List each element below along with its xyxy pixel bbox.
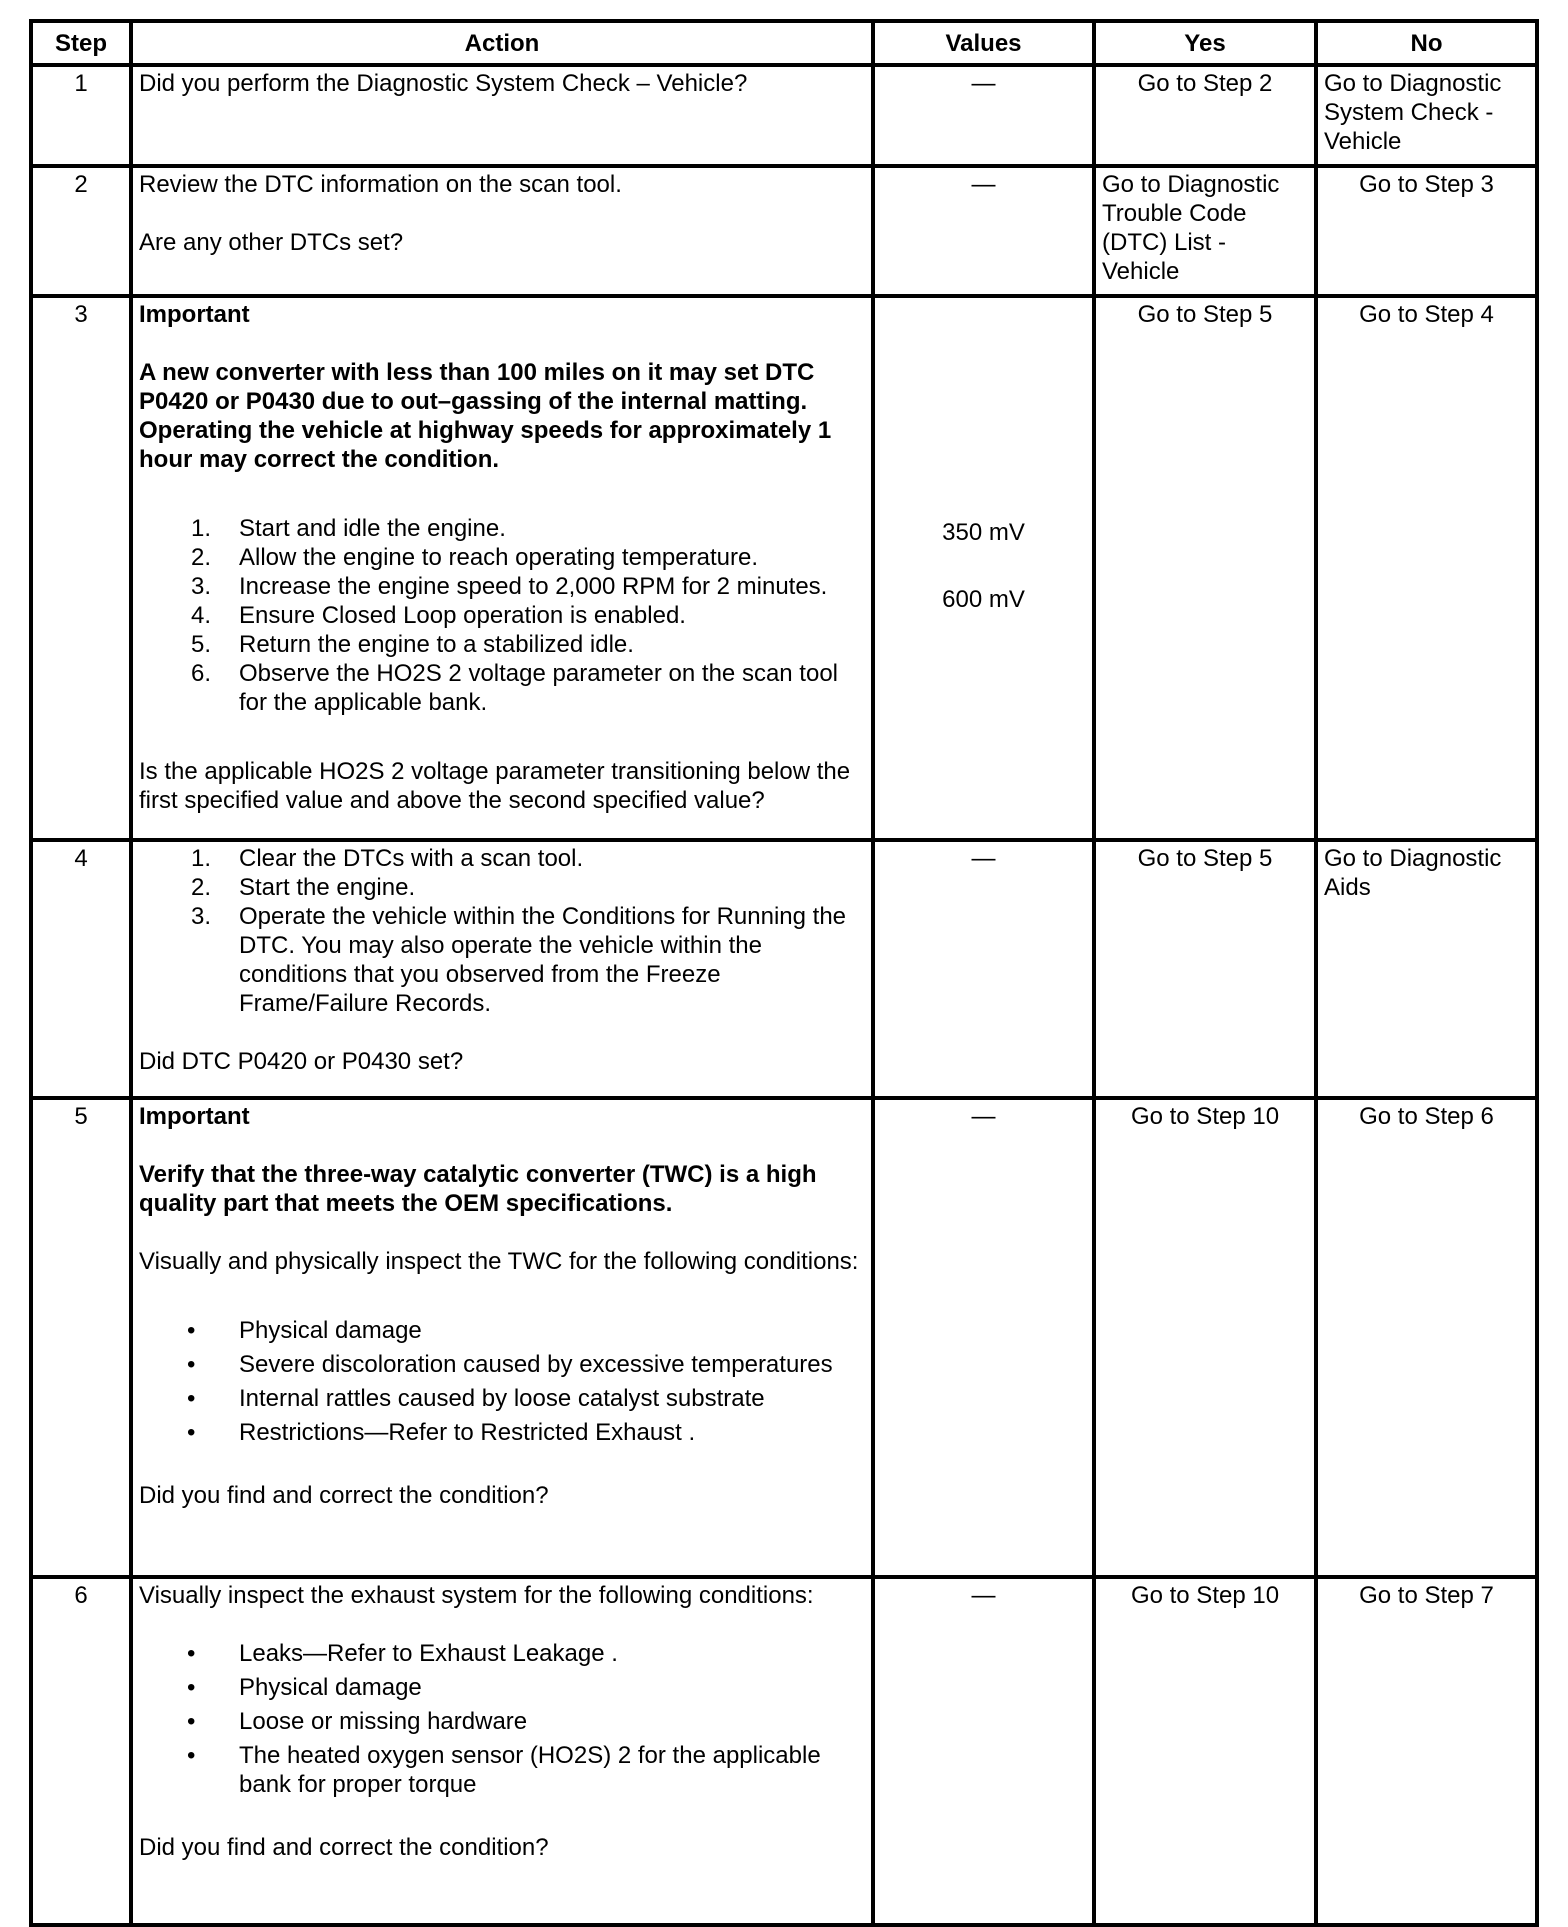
action-cell bbox=[131, 65, 873, 166]
header-action: Action bbox=[131, 21, 873, 65]
question-text: Are any other DTCs set? bbox=[139, 229, 404, 256]
instruction-text: Visually and physically inspect the TWC for the following conditions: bbox=[139, 1248, 859, 1275]
diagnostic-table bbox=[29, 19, 1539, 1927]
important-label: Important bbox=[139, 301, 250, 328]
question-text: Is the applicable HO2S 2 voltage parameter transitioning below the first specified value and above the second specified value? bbox=[139, 758, 851, 814]
list-item-text: Loose or missing hardware bbox=[239, 1708, 528, 1735]
values-cell: — bbox=[873, 65, 1094, 166]
instruction-text: Review the DTC information on the scan tool. bbox=[139, 171, 622, 198]
important-label: Important bbox=[139, 1103, 250, 1130]
step-number: 2 bbox=[31, 166, 131, 296]
condition-list bbox=[139, 1639, 865, 1799]
list-item-text: Physical damage bbox=[239, 1674, 422, 1701]
important-text: Verify that the three-way catalytic converter (TWC) is a high quality part that meets the OEM specifications. bbox=[139, 1161, 817, 1217]
list-item-text: The heated oxygen sensor (HO2S) 2 for the applicable bank for proper torque bbox=[239, 1742, 821, 1798]
values-cell: — bbox=[873, 166, 1094, 296]
values-cell: — bbox=[873, 1577, 1094, 1925]
list-item: 2. Allow the engine to reach operating temperature. bbox=[190, 544, 758, 571]
list-item-text: Physical damage bbox=[239, 1317, 422, 1344]
yes-cell: Go to Step 2 bbox=[1094, 65, 1316, 166]
table-row bbox=[31, 296, 1537, 840]
yes-cell: Go to Step 10 bbox=[1094, 1577, 1316, 1925]
list-item: • Internal rattles caused by loose catalyst substrate bbox=[187, 1385, 765, 1412]
table-row bbox=[31, 1098, 1537, 1577]
header-no: No bbox=[1316, 21, 1537, 65]
values-cell: — bbox=[873, 1098, 1094, 1577]
condition-list bbox=[139, 1316, 865, 1447]
action-cell bbox=[131, 1577, 873, 1925]
list-item: 3. Operate the vehicle within the Conditions for Running the DTC. You may also operate the vehicle within the conditions that you observed from the Freeze Frame/Failure Records. bbox=[190, 903, 847, 1017]
step-number: 6 bbox=[31, 1577, 131, 1925]
header-row bbox=[31, 21, 1537, 65]
header-values: Values bbox=[873, 21, 1094, 65]
step-number: 5 bbox=[31, 1098, 131, 1577]
list-item-text: Ensure Closed Loop operation is enabled. bbox=[239, 602, 686, 629]
yes-cell: Go to Step 5 bbox=[1094, 840, 1316, 1098]
no-cell bbox=[1316, 65, 1537, 166]
list-item: • Restrictions—Refer to Restricted Exhaust . bbox=[187, 1419, 696, 1446]
values-cell bbox=[873, 296, 1094, 840]
list-item: 2. Start the engine. bbox=[190, 874, 416, 901]
list-item-text: Severe discoloration caused by excessive temperatures bbox=[239, 1351, 833, 1378]
question-text: Did you perform the Diagnostic System Check – Vehicle? bbox=[139, 70, 748, 97]
list-item-text: Observe the HO2S 2 voltage parameter on the scan tool for the applicable bank. bbox=[239, 660, 839, 716]
important-text: A new converter with less than 100 miles on it may set DTC P0420 or P0430 due to out–gassing of the internal matting. Operating the vehicle at highway speeds for approximately 1 hour may correct the condition. bbox=[139, 359, 832, 473]
no-cell: Go to Step 4 bbox=[1316, 296, 1537, 840]
list-item: 3. Increase the engine speed to 2,000 RPM for 2 minutes. bbox=[190, 573, 828, 600]
list-item-text: Increase the engine speed to 2,000 RPM for 2 minutes. bbox=[239, 573, 828, 600]
step-number: 4 bbox=[31, 840, 131, 1098]
list-item-text: Internal rattles caused by loose catalyst substrate bbox=[239, 1385, 765, 1412]
table-row bbox=[31, 840, 1537, 1098]
no-cell: Go to Diagnostic Aids bbox=[1316, 840, 1537, 1098]
list-item: • The heated oxygen sensor (HO2S) 2 for the applicable bank for proper torque bbox=[187, 1742, 821, 1798]
values-cell: — bbox=[873, 840, 1094, 1098]
list-item: • Loose or missing hardware bbox=[187, 1708, 528, 1735]
procedure-list bbox=[139, 514, 865, 717]
no-cell: Go to Step 6 bbox=[1316, 1098, 1537, 1577]
no-cell: Go to Step 7 bbox=[1316, 1577, 1537, 1925]
step-number: 1 bbox=[31, 65, 131, 166]
list-item-text: Allow the engine to reach operating temperature. bbox=[239, 544, 758, 571]
no-cell: Go to Step 3 bbox=[1316, 166, 1537, 296]
procedure-list bbox=[139, 844, 865, 1018]
list-item: 1. Clear the DTCs with a scan tool. bbox=[190, 845, 584, 872]
question-text: Did DTC P0420 or P0430 set? bbox=[139, 1048, 464, 1075]
yes-link-text: Go to Diagnostic Trouble Code (DTC) List - Vehicle bbox=[1102, 171, 1280, 285]
question-text: Did you find and correct the condition? bbox=[139, 1834, 549, 1861]
value-high: 600 mV bbox=[942, 586, 1025, 613]
list-item-text: Restrictions—Refer to Restricted Exhaust . bbox=[239, 1419, 696, 1446]
header-step: Step bbox=[31, 21, 131, 65]
list-item: • Physical damage bbox=[187, 1317, 422, 1344]
list-item-text: Clear the DTCs with a scan tool. bbox=[239, 845, 584, 872]
action-cell bbox=[131, 296, 873, 840]
table-row bbox=[31, 166, 1537, 296]
action-cell bbox=[131, 840, 873, 1098]
table-row bbox=[31, 1577, 1537, 1925]
list-item-text: Leaks—Refer to Exhaust Leakage . bbox=[239, 1640, 618, 1667]
list-item: • Leaks—Refer to Exhaust Leakage . bbox=[187, 1640, 618, 1667]
list-item: 4. Ensure Closed Loop operation is enabled. bbox=[190, 602, 686, 629]
yes-cell: Go to Step 10 bbox=[1094, 1098, 1316, 1577]
list-item: 1. Start and idle the engine. bbox=[190, 515, 506, 542]
list-item: • Severe discoloration caused by excessive temperatures bbox=[187, 1351, 833, 1378]
value-low: 350 mV bbox=[942, 519, 1025, 546]
instruction-text: Visually inspect the exhaust system for the following conditions: bbox=[139, 1582, 814, 1609]
no-link-text: Go to Diagnostic System Check - Vehicle bbox=[1324, 70, 1502, 155]
list-item-text: Start the engine. bbox=[239, 874, 416, 901]
step-number: 3 bbox=[31, 296, 131, 840]
list-item-text: Start and idle the engine. bbox=[239, 515, 506, 542]
table-row bbox=[31, 65, 1537, 166]
action-cell bbox=[131, 1098, 873, 1577]
action-cell bbox=[131, 166, 873, 296]
yes-cell: Go to Step 5 bbox=[1094, 296, 1316, 840]
list-item-text: Operate the vehicle within the Conditions for Running the DTC. You may also operate the vehicle within the conditions that you observed from the Freeze Frame/Failure Records. bbox=[239, 903, 847, 1017]
list-item: 5. Return the engine to a stabilized idle. bbox=[190, 631, 634, 658]
list-item-text: Return the engine to a stabilized idle. bbox=[239, 631, 634, 658]
yes-cell bbox=[1094, 166, 1316, 296]
list-item: • Physical damage bbox=[187, 1674, 422, 1701]
header-yes: Yes bbox=[1094, 21, 1316, 65]
list-item: 6. Observe the HO2S 2 voltage parameter on the scan tool for the applicable bank. bbox=[190, 660, 839, 716]
question-text: Did you find and correct the condition? bbox=[139, 1482, 549, 1509]
